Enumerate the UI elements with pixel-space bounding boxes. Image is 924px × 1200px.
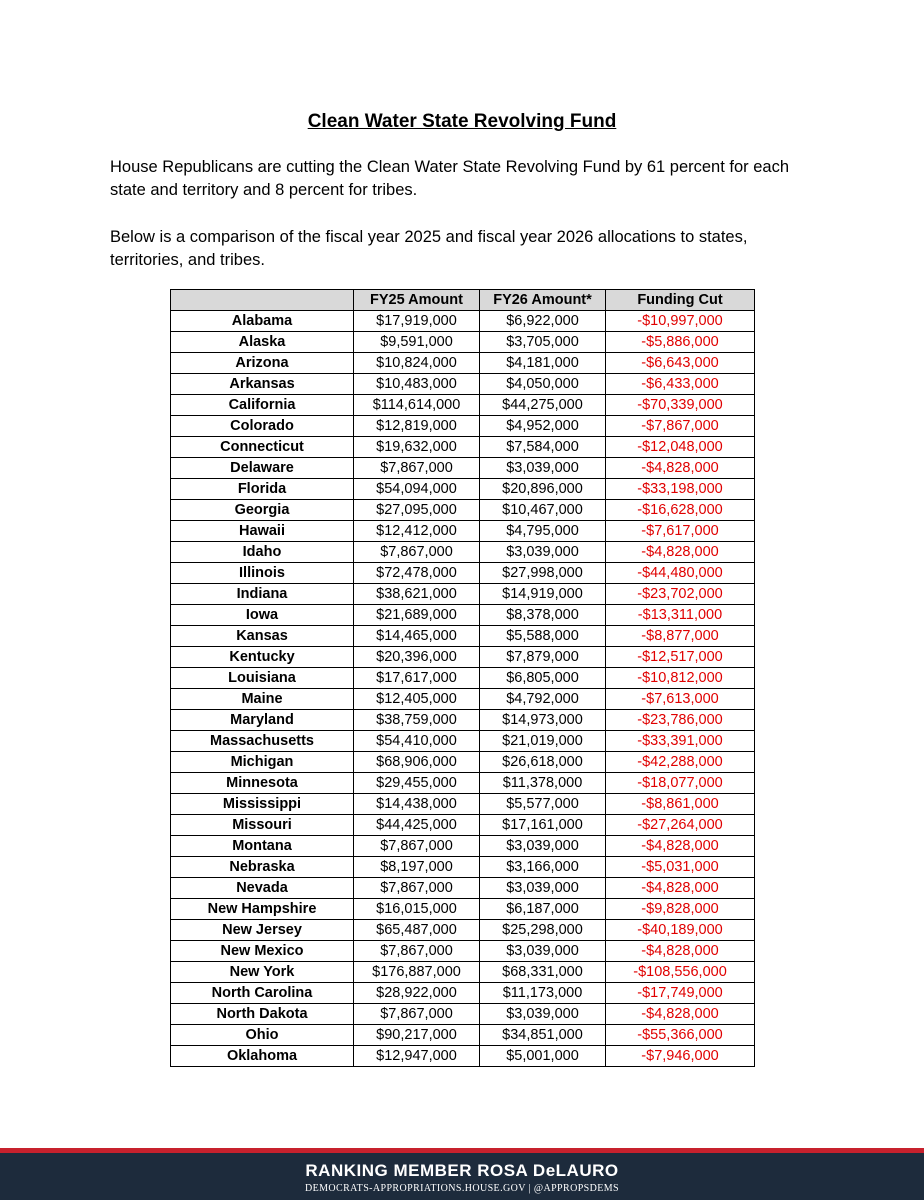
funding-cut-cell: -$4,828,000 xyxy=(606,941,755,962)
funding-cut-cell: -$108,556,000 xyxy=(606,962,755,983)
state-cell: Idaho xyxy=(171,542,354,563)
table-header-row xyxy=(171,290,755,311)
funding-cut-cell: -$12,048,000 xyxy=(606,437,755,458)
fy25-cell: $17,617,000 xyxy=(354,668,480,689)
table-row xyxy=(171,332,755,353)
fy25-cell: $7,867,000 xyxy=(354,836,480,857)
funding-cut-cell: -$55,366,000 xyxy=(606,1025,755,1046)
state-cell: Ohio xyxy=(171,1025,354,1046)
table-row xyxy=(171,794,755,815)
state-cell: New York xyxy=(171,962,354,983)
table-row xyxy=(171,752,755,773)
table-row xyxy=(171,878,755,899)
funding-cut-cell: -$4,828,000 xyxy=(606,458,755,479)
fy26-cell: $3,039,000 xyxy=(480,458,606,479)
state-cell: Massachusetts xyxy=(171,731,354,752)
table-body xyxy=(171,311,755,1067)
fy25-cell: $7,867,000 xyxy=(354,458,480,479)
table-row xyxy=(171,395,755,416)
funding-cut-cell: -$27,264,000 xyxy=(606,815,755,836)
header-fy25: FY25 Amount xyxy=(354,290,480,311)
fy25-cell: $114,614,000 xyxy=(354,395,480,416)
table-row xyxy=(171,1004,755,1025)
fy25-cell: $7,867,000 xyxy=(354,878,480,899)
fy25-cell: $14,465,000 xyxy=(354,626,480,647)
fy26-cell: $3,705,000 xyxy=(480,332,606,353)
fy25-cell: $7,867,000 xyxy=(354,941,480,962)
fy25-cell: $12,819,000 xyxy=(354,416,480,437)
fy25-cell: $21,689,000 xyxy=(354,605,480,626)
table-row xyxy=(171,626,755,647)
fy26-cell: $4,181,000 xyxy=(480,353,606,374)
fy25-cell: $12,412,000 xyxy=(354,521,480,542)
state-cell: Arkansas xyxy=(171,374,354,395)
fy26-cell: $5,577,000 xyxy=(480,794,606,815)
fy25-cell: $14,438,000 xyxy=(354,794,480,815)
state-cell: New Mexico xyxy=(171,941,354,962)
fy25-cell: $9,591,000 xyxy=(354,332,480,353)
funding-cut-cell: -$8,877,000 xyxy=(606,626,755,647)
fy26-cell: $4,795,000 xyxy=(480,521,606,542)
fy25-cell: $10,483,000 xyxy=(354,374,480,395)
funding-cut-cell: -$40,189,000 xyxy=(606,920,755,941)
table-row xyxy=(171,899,755,920)
fy25-cell: $8,197,000 xyxy=(354,857,480,878)
table-row xyxy=(171,815,755,836)
fy26-cell: $14,919,000 xyxy=(480,584,606,605)
fy26-cell: $3,166,000 xyxy=(480,857,606,878)
table-row xyxy=(171,983,755,1004)
state-cell: Michigan xyxy=(171,752,354,773)
table-row xyxy=(171,668,755,689)
fy26-cell: $3,039,000 xyxy=(480,836,606,857)
funding-cut-cell: -$10,997,000 xyxy=(606,311,755,332)
fy25-cell: $65,487,000 xyxy=(354,920,480,941)
state-cell: Kansas xyxy=(171,626,354,647)
table-row xyxy=(171,542,755,563)
state-cell: Alaska xyxy=(171,332,354,353)
fy26-cell: $44,275,000 xyxy=(480,395,606,416)
footer-banner xyxy=(0,1148,924,1200)
table-row xyxy=(171,500,755,521)
funding-cut-cell: -$44,480,000 xyxy=(606,563,755,584)
funding-cut-cell: -$23,702,000 xyxy=(606,584,755,605)
fy25-cell: $12,947,000 xyxy=(354,1046,480,1067)
fy26-cell: $3,039,000 xyxy=(480,1004,606,1025)
fy25-cell: $7,867,000 xyxy=(354,1004,480,1025)
fy26-cell: $3,039,000 xyxy=(480,941,606,962)
table-row xyxy=(171,584,755,605)
fy25-cell: $90,217,000 xyxy=(354,1025,480,1046)
funding-cut-cell: -$4,828,000 xyxy=(606,542,755,563)
fy25-cell: $19,632,000 xyxy=(354,437,480,458)
table-row xyxy=(171,1046,755,1067)
fy25-cell: $72,478,000 xyxy=(354,563,480,584)
fy26-cell: $5,588,000 xyxy=(480,626,606,647)
state-cell: Indiana xyxy=(171,584,354,605)
funding-cut-cell: -$9,828,000 xyxy=(606,899,755,920)
state-cell: Minnesota xyxy=(171,773,354,794)
funding-cut-cell: -$10,812,000 xyxy=(606,668,755,689)
funding-cut-cell: -$4,828,000 xyxy=(606,878,755,899)
funding-cut-cell: -$4,828,000 xyxy=(606,1004,755,1025)
fy25-cell: $27,095,000 xyxy=(354,500,480,521)
fy26-cell: $11,378,000 xyxy=(480,773,606,794)
fy26-cell: $27,998,000 xyxy=(480,563,606,584)
fy26-cell: $10,467,000 xyxy=(480,500,606,521)
comparison-paragraph: Below is a comparison of the fiscal year 2025 and fiscal year 2026 allocations to states, territories, and tribes. xyxy=(110,228,748,269)
fy25-cell: $7,867,000 xyxy=(354,542,480,563)
fy26-cell: $6,922,000 xyxy=(480,311,606,332)
fy26-cell: $17,161,000 xyxy=(480,815,606,836)
footer-website: DEMOCRATS-APPROPRIATIONS.HOUSE.GOV | @APPROPSDEMS xyxy=(304,1183,620,1194)
fy26-cell: $7,879,000 xyxy=(480,647,606,668)
table-row xyxy=(171,920,755,941)
state-cell: New Hampshire xyxy=(171,899,354,920)
funding-cut-cell: -$4,828,000 xyxy=(606,836,755,857)
state-cell: Illinois xyxy=(171,563,354,584)
fy26-cell: $7,584,000 xyxy=(480,437,606,458)
state-cell: North Dakota xyxy=(171,1004,354,1025)
table-row xyxy=(171,647,755,668)
table-row xyxy=(171,962,755,983)
table-row xyxy=(171,479,755,500)
fy25-cell: $20,396,000 xyxy=(354,647,480,668)
fy26-cell: $4,792,000 xyxy=(480,689,606,710)
header-fy26: FY26 Amount* xyxy=(480,290,606,311)
state-cell: Kentucky xyxy=(171,647,354,668)
state-cell: Nevada xyxy=(171,878,354,899)
fy26-cell: $25,298,000 xyxy=(480,920,606,941)
funding-cut-cell: -$13,311,000 xyxy=(606,605,755,626)
funding-cut-cell: -$33,198,000 xyxy=(606,479,755,500)
state-cell: Oklahoma xyxy=(171,1046,354,1067)
funding-cut-cell: -$5,031,000 xyxy=(606,857,755,878)
funding-table xyxy=(170,289,755,1067)
table-row xyxy=(171,416,755,437)
state-cell: Florida xyxy=(171,479,354,500)
fy26-cell: $14,973,000 xyxy=(480,710,606,731)
table-row xyxy=(171,311,755,332)
fy26-cell: $11,173,000 xyxy=(480,983,606,1004)
state-cell: New Jersey xyxy=(171,920,354,941)
fy25-cell: $44,425,000 xyxy=(354,815,480,836)
table-row xyxy=(171,563,755,584)
fy25-cell: $16,015,000 xyxy=(354,899,480,920)
fy25-cell: $10,824,000 xyxy=(354,353,480,374)
state-cell: Louisiana xyxy=(171,668,354,689)
funding-cut-cell: -$12,517,000 xyxy=(606,647,755,668)
table-row xyxy=(171,458,755,479)
table-row xyxy=(171,731,755,752)
state-cell: California xyxy=(171,395,354,416)
table-row xyxy=(171,437,755,458)
state-cell: Nebraska xyxy=(171,857,354,878)
fy26-cell: $68,331,000 xyxy=(480,962,606,983)
funding-cut-cell: -$6,643,000 xyxy=(606,353,755,374)
fy25-cell: $54,410,000 xyxy=(354,731,480,752)
header-state xyxy=(171,290,354,311)
funding-cut-cell: -$7,613,000 xyxy=(606,689,755,710)
table-row xyxy=(171,605,755,626)
table-row xyxy=(171,374,755,395)
fy26-cell: $21,019,000 xyxy=(480,731,606,752)
funding-cut-cell: -$6,433,000 xyxy=(606,374,755,395)
fy25-cell: $38,621,000 xyxy=(354,584,480,605)
state-cell: Alabama xyxy=(171,311,354,332)
funding-cut-cell: -$18,077,000 xyxy=(606,773,755,794)
state-cell: Maryland xyxy=(171,710,354,731)
page-title: Clean Water State Revolving Fund xyxy=(307,111,617,132)
state-cell: Montana xyxy=(171,836,354,857)
header-funding-cut: Funding Cut xyxy=(606,290,755,311)
state-cell: Missouri xyxy=(171,815,354,836)
state-cell: Connecticut xyxy=(171,437,354,458)
fy26-cell: $6,187,000 xyxy=(480,899,606,920)
table-row xyxy=(171,353,755,374)
state-cell: Arizona xyxy=(171,353,354,374)
fy26-cell: $20,896,000 xyxy=(480,479,606,500)
state-cell: Iowa xyxy=(171,605,354,626)
funding-cut-cell: -$42,288,000 xyxy=(606,752,755,773)
table-row xyxy=(171,689,755,710)
fy25-cell: $176,887,000 xyxy=(354,962,480,983)
table-row xyxy=(171,836,755,857)
intro-paragraph: House Republicans are cutting the Clean Water State Revolving Fund by 61 percent for each state and territory and 8 percent for tribes. xyxy=(110,158,790,199)
fy26-cell: $4,952,000 xyxy=(480,416,606,437)
table-row xyxy=(171,857,755,878)
fy25-cell: $28,922,000 xyxy=(354,983,480,1004)
funding-cut-cell: -$8,861,000 xyxy=(606,794,755,815)
fy25-cell: $54,094,000 xyxy=(354,479,480,500)
state-cell: Mississippi xyxy=(171,794,354,815)
funding-cut-cell: -$70,339,000 xyxy=(606,395,755,416)
state-cell: Delaware xyxy=(171,458,354,479)
fy26-cell: $8,378,000 xyxy=(480,605,606,626)
fy26-cell: $4,050,000 xyxy=(480,374,606,395)
fy26-cell: $3,039,000 xyxy=(480,878,606,899)
fy25-cell: $29,455,000 xyxy=(354,773,480,794)
funding-cut-cell: -$17,749,000 xyxy=(606,983,755,1004)
funding-cut-cell: -$33,391,000 xyxy=(606,731,755,752)
funding-cut-cell: -$5,886,000 xyxy=(606,332,755,353)
state-cell: Maine xyxy=(171,689,354,710)
funding-cut-cell: -$23,786,000 xyxy=(606,710,755,731)
funding-cut-cell: -$7,617,000 xyxy=(606,521,755,542)
funding-cut-cell: -$7,946,000 xyxy=(606,1046,755,1067)
table-row xyxy=(171,521,755,542)
fy25-cell: $38,759,000 xyxy=(354,710,480,731)
table-row xyxy=(171,1025,755,1046)
state-cell: North Carolina xyxy=(171,983,354,1004)
fy25-cell: $17,919,000 xyxy=(354,311,480,332)
fy25-cell: $12,405,000 xyxy=(354,689,480,710)
footer-title: RANKING MEMBER ROSA DeLAURO xyxy=(305,1161,619,1180)
fy25-cell: $68,906,000 xyxy=(354,752,480,773)
state-cell: Colorado xyxy=(171,416,354,437)
funding-cut-cell: -$16,628,000 xyxy=(606,500,755,521)
state-cell: Georgia xyxy=(171,500,354,521)
table-row xyxy=(171,773,755,794)
table-row xyxy=(171,710,755,731)
fy26-cell: $6,805,000 xyxy=(480,668,606,689)
funding-cut-cell: -$7,867,000 xyxy=(606,416,755,437)
fy26-cell: $5,001,000 xyxy=(480,1046,606,1067)
fy26-cell: $34,851,000 xyxy=(480,1025,606,1046)
state-cell: Hawaii xyxy=(171,521,354,542)
table-row xyxy=(171,941,755,962)
fy26-cell: $26,618,000 xyxy=(480,752,606,773)
fy26-cell: $3,039,000 xyxy=(480,542,606,563)
